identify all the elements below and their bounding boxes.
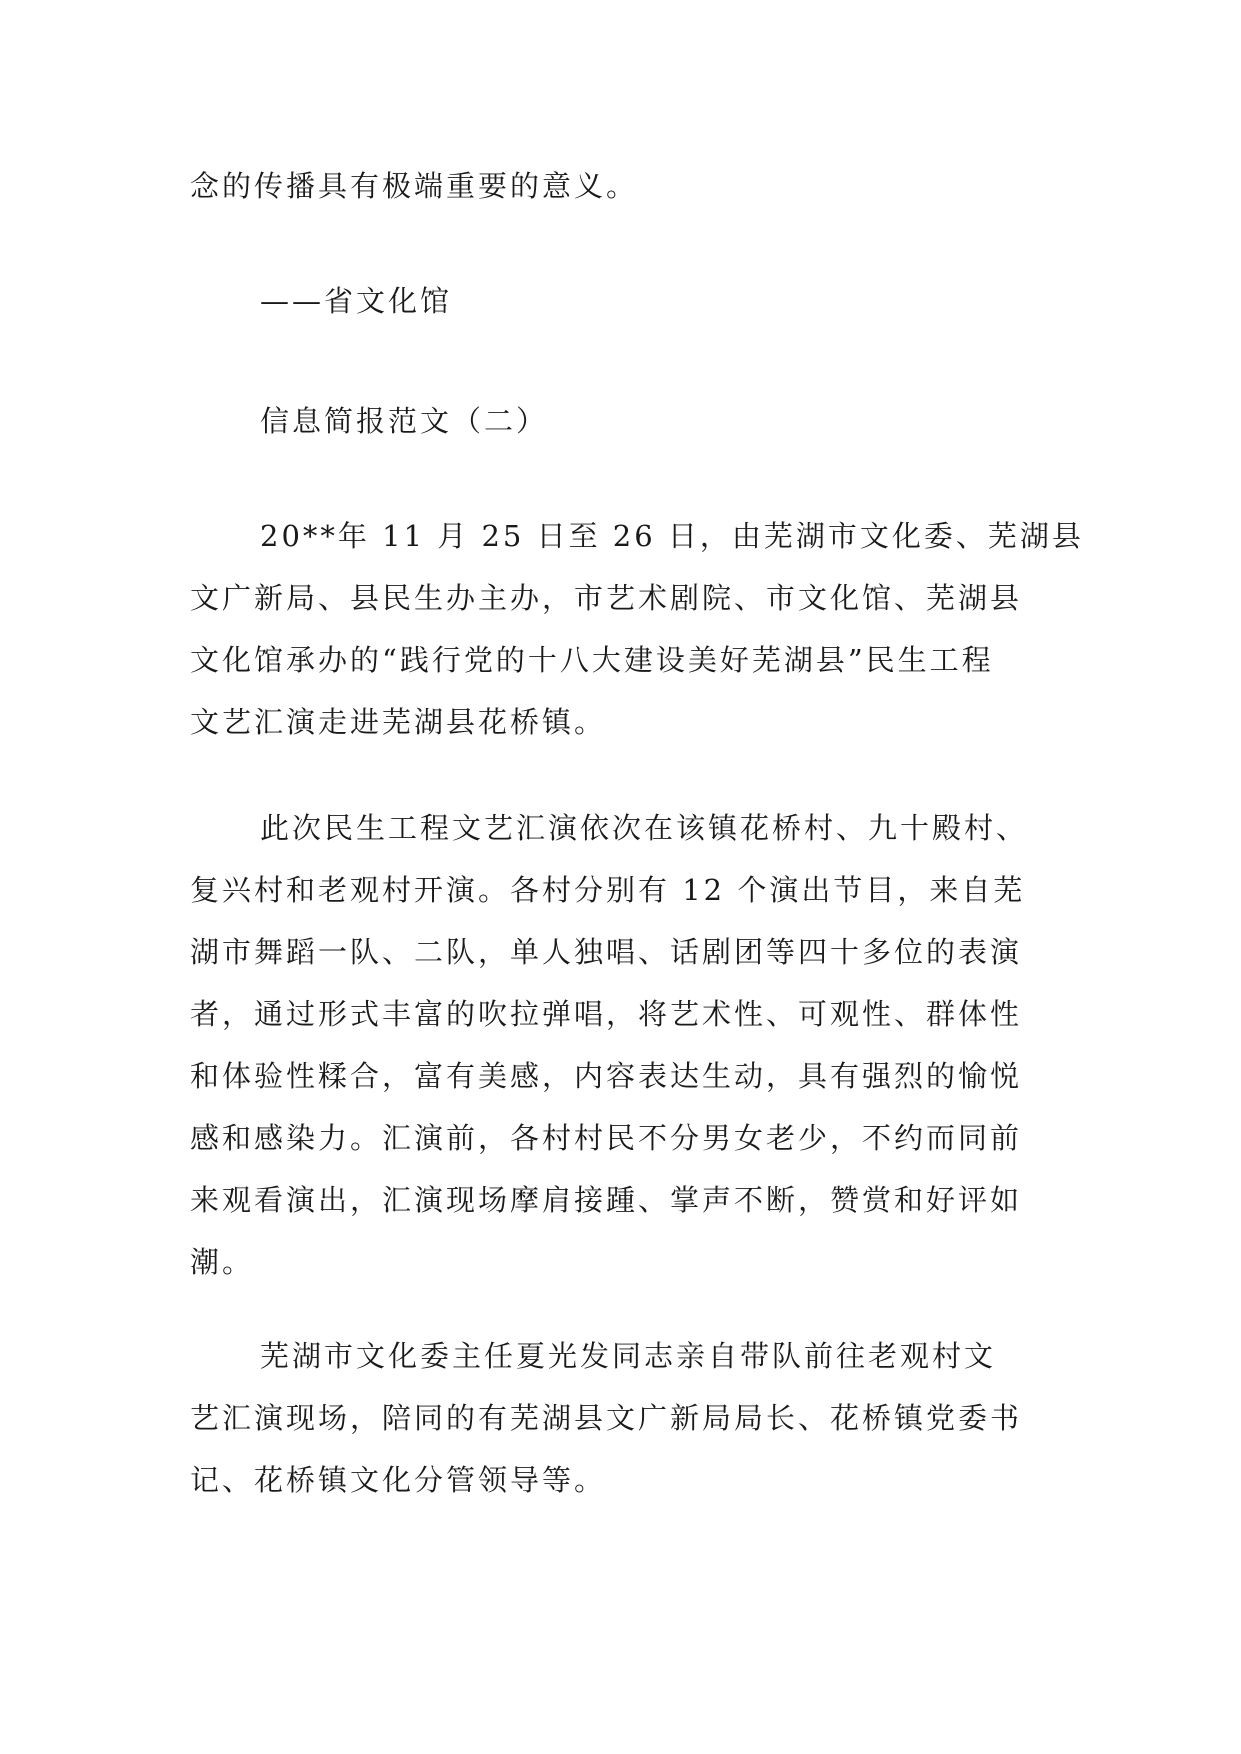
body-paragraph-1 xyxy=(190,505,1084,753)
paragraph-line: 复兴村和老观村开演。各村分别有 12 个演出节目，来自芜 xyxy=(190,873,1026,907)
section-heading xyxy=(190,390,1060,452)
paragraph-line: 艺汇演现场，陪同的有芜湖县文广新局局长、花桥镇党委书 xyxy=(190,1401,1023,1435)
continuation-paragraph xyxy=(190,155,1060,217)
paragraph-line: 此次民生工程文艺汇演依次在该镇花桥村、九十殿村、 xyxy=(260,811,1029,845)
paragraph-line: 记、花桥镇文化分管领导等。 xyxy=(190,1463,607,1497)
body-paragraph-2 xyxy=(190,797,1060,1293)
paragraph-line: 湖市舞蹈一队、二队，单人独唱、话剧团等四十多位的表演 xyxy=(190,935,1023,969)
paragraph-line: 念的传播具有极端重要的意义。 xyxy=(190,169,639,203)
paragraph-line: 感和感染力。汇演前，各村村民不分男女老少，不约而同前 xyxy=(190,1121,1023,1155)
heading-text: 信息简报范文（二） xyxy=(260,404,549,438)
source-line: ——省文化馆 xyxy=(260,284,453,318)
paragraph-line: 文艺汇演走进芜湖县花桥镇。 xyxy=(190,705,607,739)
paragraph-line: 文广新局、县民生办主办，市艺术剧院、市文化馆、芜湖县 xyxy=(190,581,1023,615)
paragraph-line: 和体验性糅合，富有美感，内容表达生动，具有强烈的愉悦 xyxy=(190,1059,1023,1093)
body-paragraph-3 xyxy=(190,1325,1060,1511)
paragraph-line: 潮。 xyxy=(190,1245,255,1279)
paragraph-line: 者，通过形式丰富的吹拉弹唱，将艺术性、可观性、群体性 xyxy=(190,997,1023,1031)
source-attribution xyxy=(190,270,1060,332)
paragraph-line: 20**年 11 月 25 日至 26 日，由芜湖市文化委、芜湖县 xyxy=(260,519,1084,553)
paragraph-line: 芜湖市文化委主任夏光发同志亲自带队前往老观村文 xyxy=(260,1339,997,1373)
paragraph-line: 来观看演出，汇演现场摩肩接踵、掌声不断，赞赏和好评如 xyxy=(190,1183,1023,1217)
paragraph-line: 文化馆承办的“践行党的十八大建设美好芜湖县”民生工程 xyxy=(190,643,994,677)
